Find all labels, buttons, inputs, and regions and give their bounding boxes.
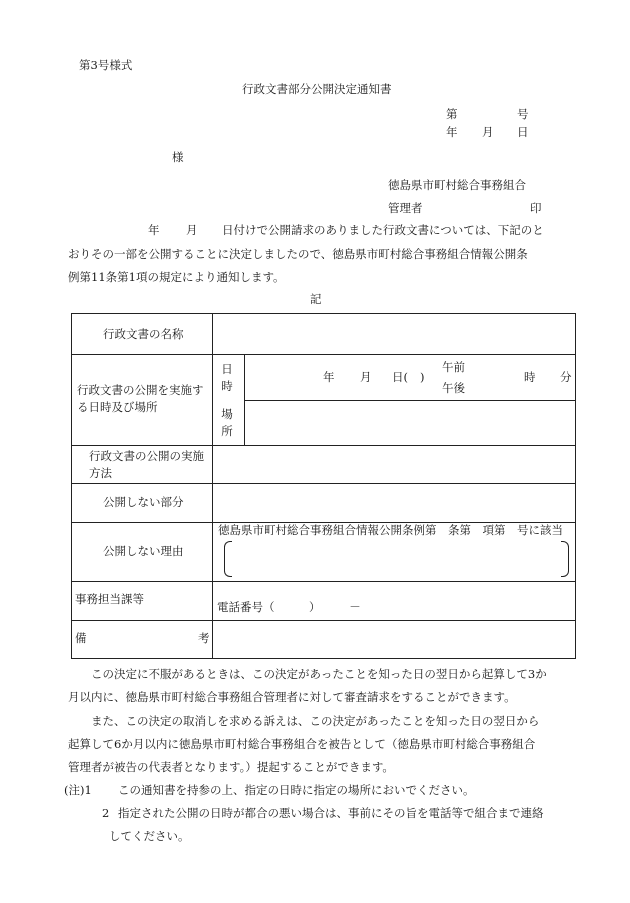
column-divider (244, 354, 245, 445)
note2-line-1: 指定された公開の日時が都合の悪い場合は、事前にその旨を電話等で組合まで連絡 (118, 806, 544, 820)
date-year: 年 (446, 125, 458, 139)
form-table (71, 313, 576, 659)
row-divider (244, 400, 575, 401)
row-divider (72, 483, 575, 484)
datetime-paren-close: ) (420, 370, 425, 384)
intro-line-3: 例第11条第1項の規定により通知します。 (68, 270, 285, 284)
p2-line-3: 管理者が被告の代表者となります。）提起することができます。 (68, 760, 394, 774)
column-divider (212, 314, 213, 658)
remarks-label-1: 備 (75, 631, 87, 645)
row-divider (72, 445, 575, 446)
minute-label: 分 (560, 370, 572, 384)
undisclosed-label: 公開しない部分 (103, 495, 184, 509)
note1-prefix: (注)1 (64, 783, 92, 797)
number-label-dai: 第 (446, 107, 458, 121)
am-label: 午前 (442, 360, 465, 374)
date-day: 日 (517, 125, 529, 139)
datetime-year: 年 (323, 370, 335, 384)
form-number: 第3号様式 (79, 58, 133, 72)
issuer-org: 徳島県市町村総合事務組合 (388, 178, 526, 192)
remarks-label-2: 考 (198, 631, 210, 645)
date-month: 月 (482, 125, 494, 139)
intro-line-1: 日付けで公開請求のありました行政文書については、下記のと (222, 223, 544, 237)
p2-line-1: また、この決定の取消しを求める訴えは、この決定があったことを知った日の翌日から (91, 714, 540, 728)
datetime-day: 日( (392, 370, 408, 384)
addressee-suffix: 様 (172, 150, 184, 164)
name-label: 行政文書の名称 (103, 327, 184, 341)
phone-text: 電話番号（ ） － (217, 600, 361, 614)
row-divider (72, 620, 575, 621)
issuer-title: 管理者 (388, 201, 423, 215)
number-label-go: 号 (517, 107, 529, 121)
method-label: 行政文書の公開の実施方法 (89, 449, 204, 480)
p1-line-1: この決定に不服があるときは、この決定があったことを知った日の翌日から起算して3か (91, 667, 547, 681)
p2-line-2: 起算して6か月以内に徳島県市町村総合事務組合を被告として（徳島県市町村総合事務組合 (68, 737, 536, 751)
datetime-label: 日時 (221, 362, 233, 393)
row-divider (72, 581, 575, 582)
intro-month: 月 (186, 223, 198, 237)
dept-label: 事務担当課等 (75, 592, 144, 606)
when-where-label: 行政文書の公開を実施する日時及び場所 (77, 383, 204, 414)
pm-label: 午後 (442, 381, 465, 395)
right-bracket (561, 541, 569, 577)
note1-text: この通知書を持参の上、指定の日時に指定の場所においでください。 (118, 783, 475, 797)
left-bracket (224, 541, 232, 577)
reason-label: 公開しない理由 (103, 544, 184, 558)
row-divider (72, 354, 575, 355)
intro-year: 年 (148, 223, 160, 237)
ki-heading: 記 (310, 292, 322, 306)
place-label: 場所 (221, 407, 233, 438)
document-title: 行政文書部分公開決定通知書 (242, 82, 392, 96)
note2-prefix: 2 (102, 806, 110, 820)
intro-line-2: おりその一部を公開することに決定しましたので、徳島県市町村総合事務組合情報公開条 (68, 247, 528, 261)
issuer-seal: 印 (530, 201, 542, 215)
p1-line-2: 月以内に、徳島県市町村総合事務組合管理者に対して審査請求をすることができます。 (68, 690, 516, 704)
datetime-month: 月 (360, 370, 372, 384)
reason-text: 徳島県市町村総合事務組合情報公開条例第 条第 項第 号に該当 (218, 523, 563, 537)
note2-line-2: してください。 (109, 829, 190, 843)
hour-label: 時 (524, 370, 536, 384)
